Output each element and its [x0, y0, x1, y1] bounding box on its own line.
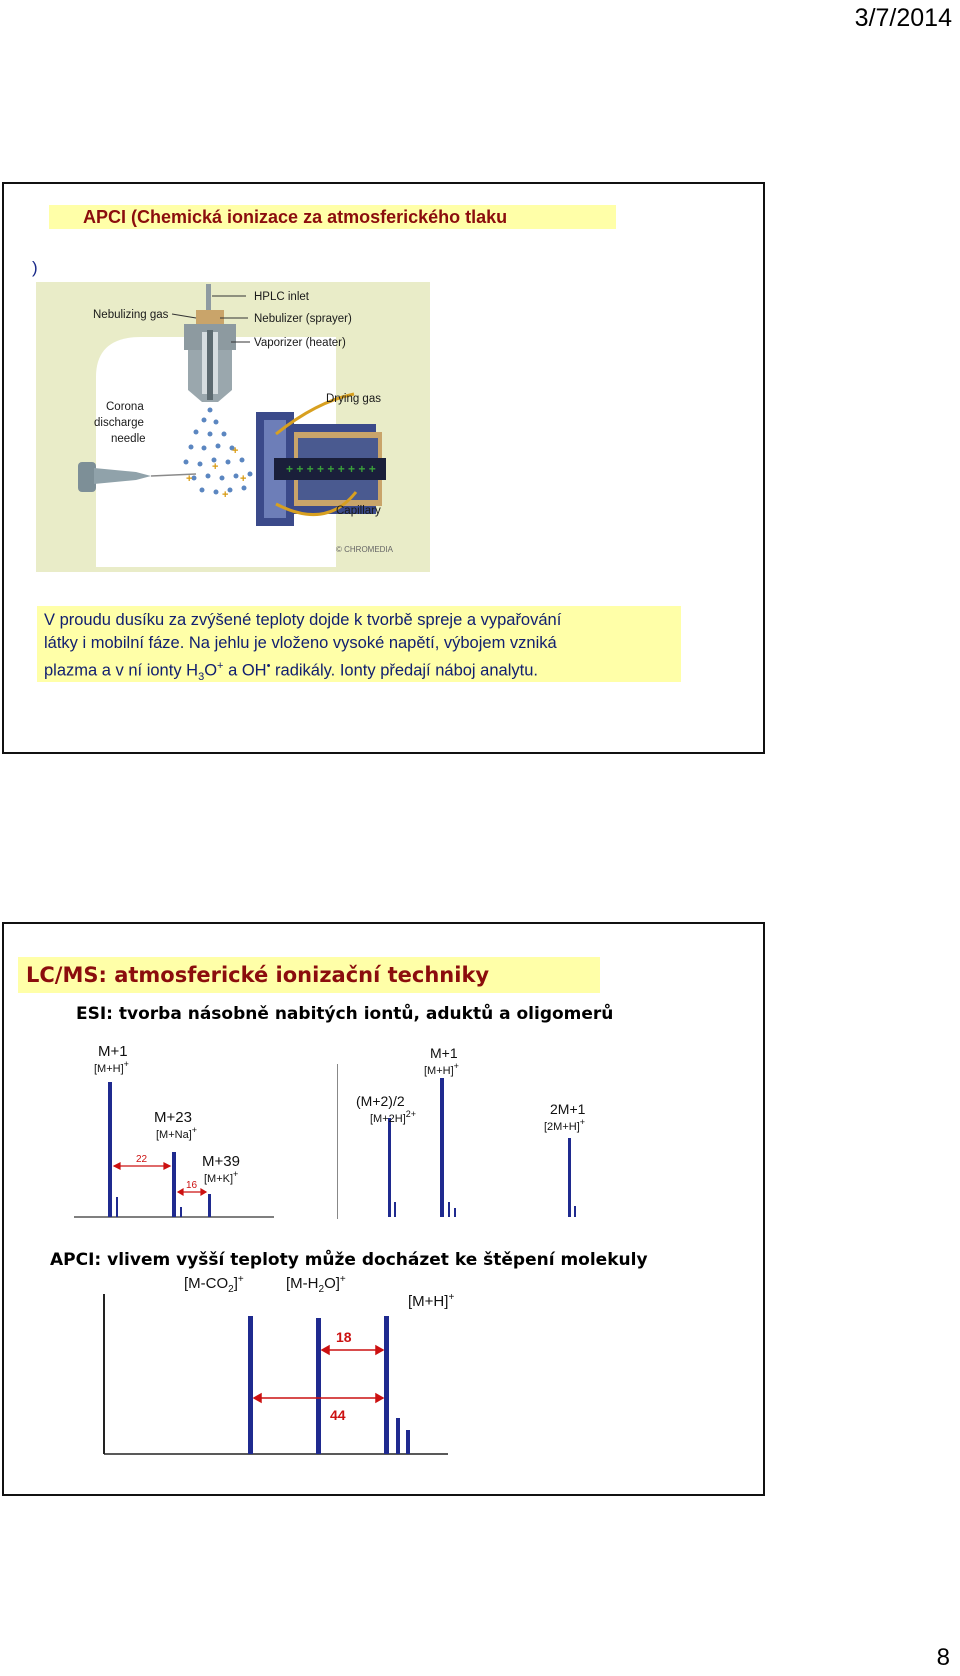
- label-drying-gas: Drying gas: [326, 393, 381, 405]
- label-m-co2: $[M-CO_2]^+$: [184, 1276, 244, 1295]
- slide-title: LC/MS: atmosferické ionizační techniky: [18, 957, 600, 993]
- label-hplc-inlet: HPLC inlet: [254, 291, 309, 303]
- svg-text:+ + + + + + + + +: + + + + + + + + +: [286, 462, 376, 476]
- spectrum-divider: [337, 1064, 338, 1219]
- page-number: 8: [936, 1644, 950, 1671]
- label-capillary: Capillary: [336, 505, 381, 517]
- label-mh-ion-right: [M+H]+: [424, 1061, 459, 1077]
- peak-mk: [208, 1194, 211, 1217]
- peak-2mh: [568, 1138, 571, 1217]
- svg-text:+: +: [232, 445, 239, 457]
- peak-m2h: [388, 1118, 391, 1217]
- label-2m1: 2M+1: [550, 1101, 586, 1117]
- esi-heading: ESI: tvorba násobně nabitých iontů, aduktů a oligomerů: [76, 1004, 614, 1024]
- peak-mh: [384, 1316, 389, 1454]
- apci-heading: APCI: vlivem vyšší teploty může docházet ke štěpení molekuly: [50, 1250, 648, 1270]
- slide-title: APCI (Chemická ionizace za atmosferického tlaku: [49, 205, 616, 229]
- hplc-inlet-fitting: [196, 310, 224, 326]
- apci-source-diagram: [36, 282, 430, 572]
- apci-description-box: [37, 606, 681, 682]
- label-m1: M+1: [98, 1043, 128, 1060]
- slide-apci-principle: [2, 182, 765, 754]
- esi-spectrum-left: [74, 1042, 284, 1222]
- peak-m-h2o: [316, 1318, 321, 1454]
- needle-base: [78, 462, 96, 492]
- label-diff-44: 44: [330, 1407, 346, 1423]
- label-mh-ion: [M+H]+: [94, 1059, 129, 1075]
- label-mk-ion: [M+K]+: [204, 1169, 239, 1185]
- label-m1-right: M+1: [430, 1045, 458, 1061]
- label-diff-18: 18: [336, 1329, 352, 1345]
- peak-mh: [440, 1078, 444, 1217]
- svg-text:+: +: [212, 461, 219, 473]
- label-diff-22: 22: [136, 1154, 148, 1165]
- peak-mna: [172, 1152, 176, 1217]
- slide-lcms-techniques: [2, 922, 765, 1496]
- apci-spectrum: [100, 1276, 480, 1466]
- label-m39: M+39: [202, 1153, 240, 1170]
- description-line-2: látky i mobilní fáze. Na jehlu je vloženo vysoké napětí, výbojem vzniká: [44, 634, 557, 652]
- peak-mh: [108, 1082, 112, 1217]
- page-date: 3/7/2014: [854, 4, 952, 32]
- description-line-1: V proudu dusíku za zvýšené teploty dojde k tvorbě spreje a vypařování: [44, 611, 562, 629]
- label-nebulizer: Nebulizer (sprayer): [254, 313, 352, 325]
- peak-m-co2: [248, 1316, 253, 1454]
- svg-text:+: +: [222, 489, 229, 501]
- label-2mh-ion: [2M+H]+: [544, 1117, 586, 1133]
- label-m2h-ion: $[M+2H]^{2+}$: [370, 1109, 417, 1125]
- svg-text:+: +: [186, 473, 193, 485]
- stray-paren: ): [32, 258, 38, 277]
- svg-text:+: +: [240, 473, 247, 485]
- description-line-3: plazma a v ní ionty $H_3O^+$ a OH• radikály. Ionty předají náboj analytu.: [44, 660, 538, 683]
- label-corona-line2: discharge: [94, 417, 144, 429]
- label-vaporizer: Vaporizer (heater): [254, 337, 346, 349]
- label-corona-line1: Corona: [106, 401, 144, 413]
- label-mna-ion: [M+Na]+: [156, 1125, 198, 1141]
- esi-spectrum-right: [352, 1042, 612, 1222]
- diagram-copyright: © CHROMEDIA: [336, 545, 394, 554]
- label-diff-16: 16: [186, 1180, 198, 1191]
- label-m-h2o: $[M-H_2O]^+$: [286, 1276, 346, 1295]
- label-nebulizing-gas: Nebulizing gas: [93, 309, 169, 321]
- label-m23: M+23: [154, 1109, 192, 1126]
- label-mh: [M+H]+: [408, 1292, 455, 1310]
- label-corona-line3: needle: [111, 433, 146, 445]
- label-m2-2: (M+2)/2: [356, 1093, 405, 1109]
